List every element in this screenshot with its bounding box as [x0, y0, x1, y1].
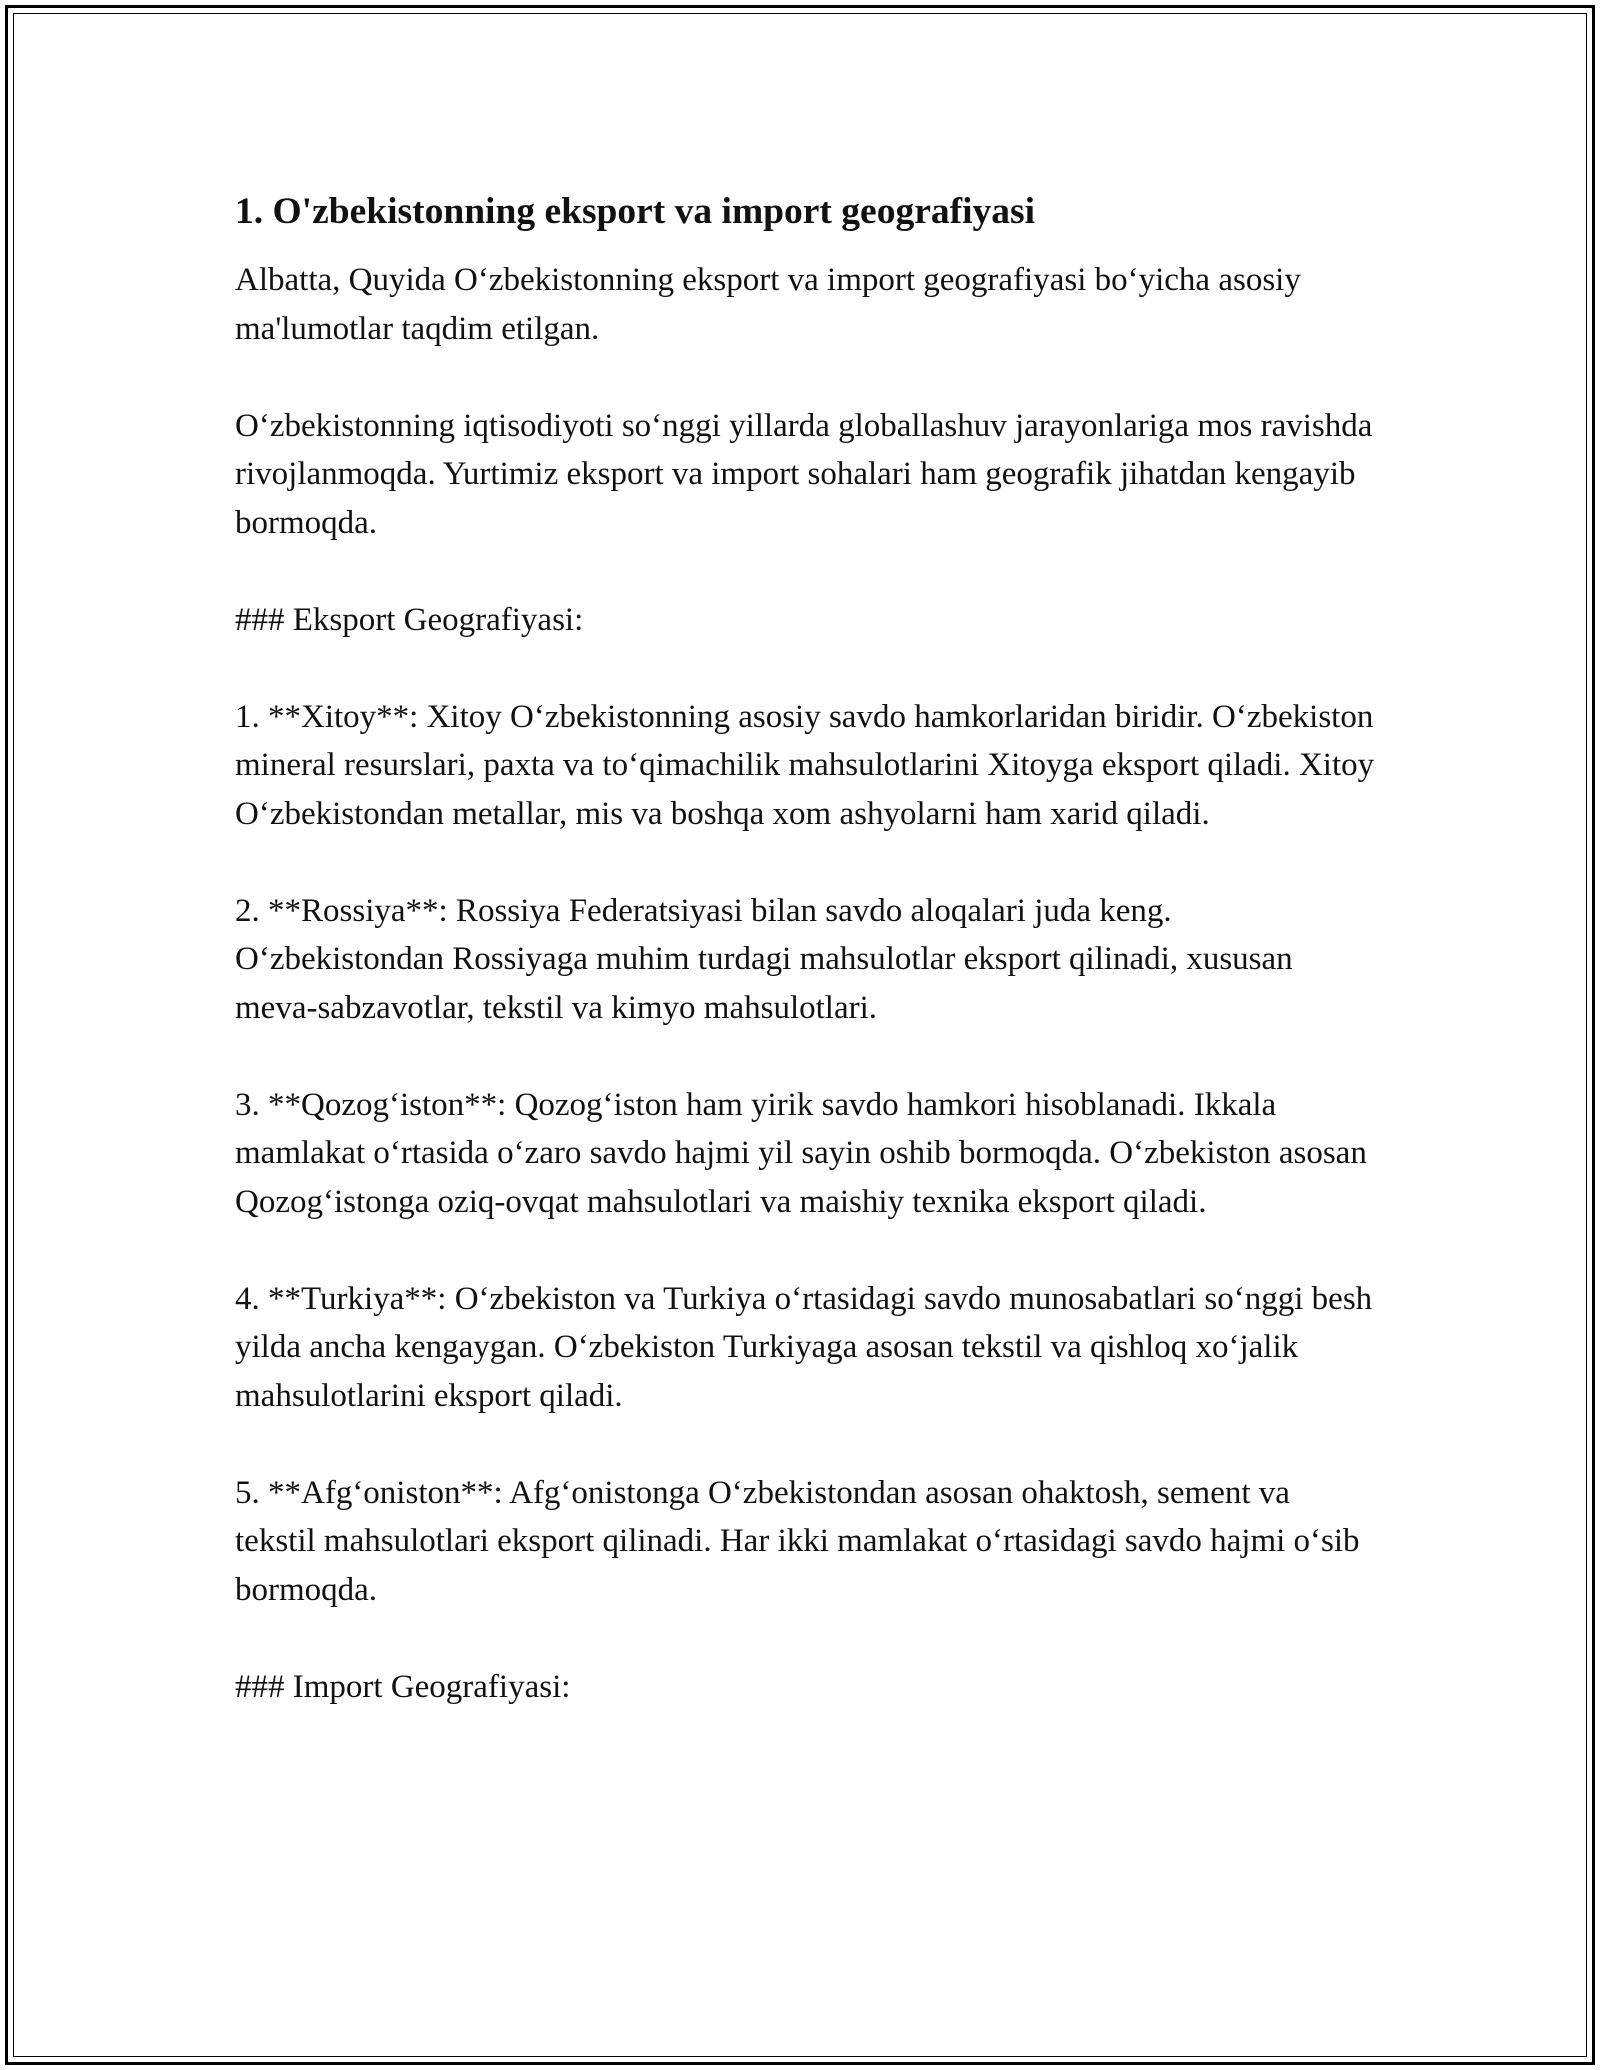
export-heading: ### Eksport Geografiyasi: — [235, 601, 584, 638]
overview-paragraph: O‘zbekistonning iqtisodiyoti so‘nggi yillarda globallashuv jarayonlariga mos ravishda rivojlanmoqda. Yurtimiz eksport va import sohalari ham geografik jihatdan kengayib bormoqda. — [235, 407, 1373, 541]
document-body — [235, 186, 1375, 1711]
export-item-kazakhstan: 3. **Qozog‘iston**: Qozog‘iston ham yirik savdo hamkori hisoblanadi. Ikkala mamlakat o‘rtasida o‘zaro savdo hajmi yil sayin oshib bormoqda. O‘zbekiston asosan Qozog‘istonga oziq-ovqat mahsulotlari va maishiy texnika eksport qiladi. — [235, 1086, 1367, 1220]
document-title: 1. O'zbekistonning eksport va import geografiyasi — [235, 191, 1036, 232]
import-heading: ### Import Geografiyasi: — [235, 1668, 571, 1705]
export-item-afghanistan: 5. **Afg‘oniston**: Afg‘onistonga O‘zbekistondan asosan ohaktosh, sement va tekstil mahsulotlari eksport qilinadi. Har ikki mamlakat o‘rtasidagi savdo hajmi o‘sib bormoqda. — [235, 1474, 1360, 1608]
intro-paragraph: Albatta, Quyida O‘zbekistonning eksport va import geografiyasi bo‘yicha asosiy ma'lumotlar taqdim etilgan. — [235, 262, 1301, 347]
export-item-turkey: 4. **Turkiya**: O‘zbekiston va Turkiya o‘rtasidagi savdo munosabatlari so‘nggi besh yilda ancha kengaygan. O‘zbekiston Turkiyaga asosan tekstil va qishloq xo‘jalik mahsulotlarini eksport qiladi. — [235, 1280, 1373, 1414]
export-item-china: 1. **Xitoy**: Xitoy O‘zbekistonning asosiy savdo hamkorlaridan biridir. O‘zbekiston mineral resurslari, paxta va to‘qimachilik mahsulotlarini Xitoyga eksport qiladi. Xitoy O‘zbekistondan metallar, mis va boshqa xom ashyolarni ham xarid qiladi. — [235, 698, 1375, 832]
export-item-russia: 2. **Rossiya**: Rossiya Federatsiyasi bilan savdo aloqalari juda keng. O‘zbekistondan Rossiyaga muhim turdagi mahsulotlar eksport qilinadi, xususan meva-sabzavotlar, tekstil va kimyo mahsulotlari. — [235, 892, 1293, 1026]
